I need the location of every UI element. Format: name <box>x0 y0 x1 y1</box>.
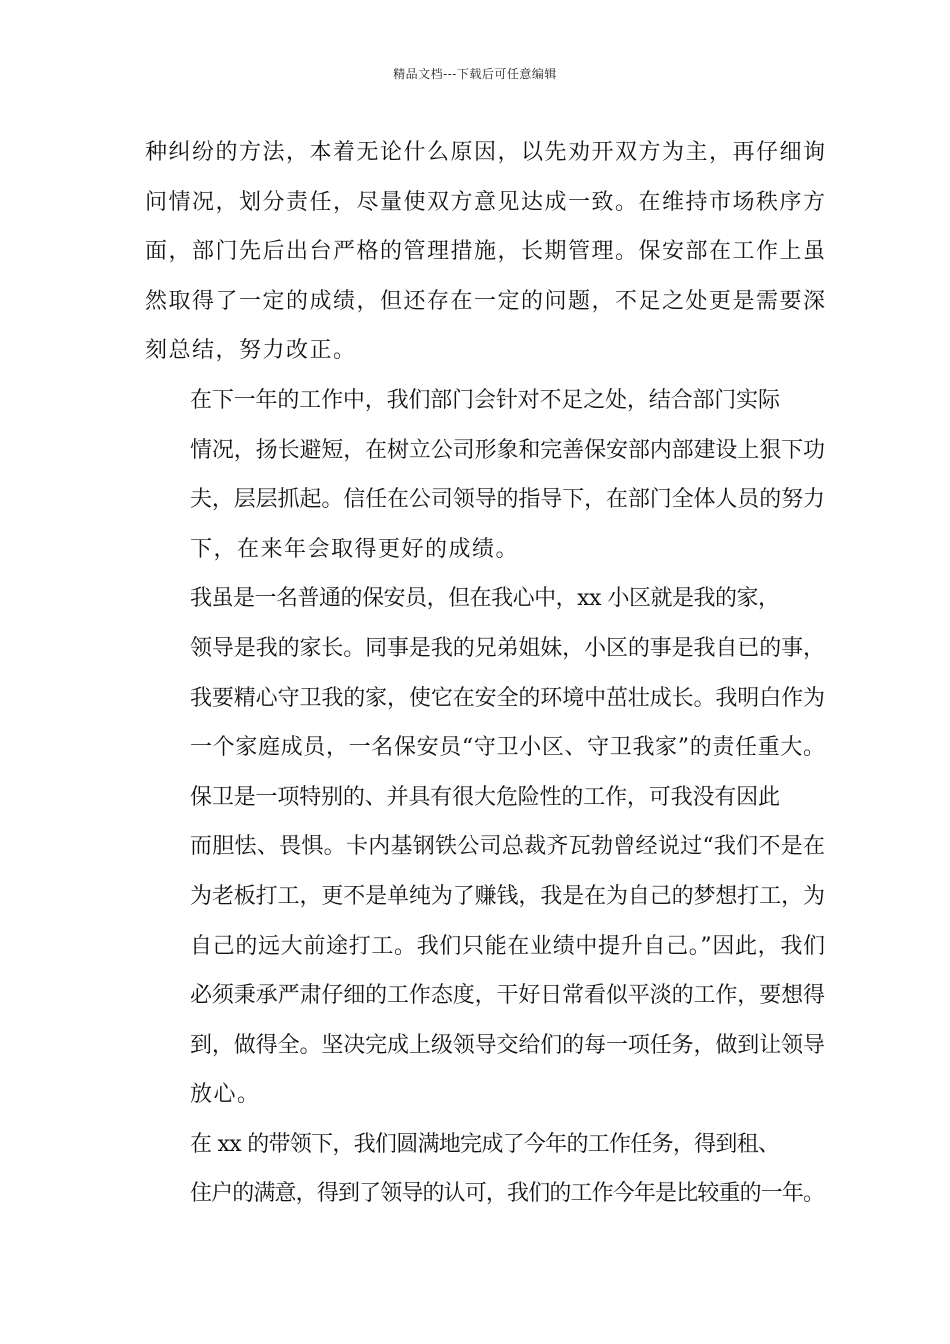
text-line: 一个家庭成员，一名保安员“守卫小区、守卫我家”的责任重大。 <box>190 735 826 761</box>
text-line: 夫，层层抓起。信任在公司领导的指导下，在部门全体人员的努力 <box>190 487 825 513</box>
paragraph <box>145 574 825 772</box>
text-line: 在下一年的工作中，我们部门会针对不足之处，结合部门实际 <box>190 387 780 413</box>
text-line: 到，做得全。坚决完成上级领导交给们的每一项任务，做到让领导 <box>190 1032 825 1058</box>
text-line: 为老板打工，更不是单纯为了赚钱，我是在为自己的梦想打工，为 <box>190 883 825 909</box>
text-line: 在 xx 的带领下，我们圆满地完成了今年的工作任务，得到租、 <box>190 1131 780 1157</box>
text-line: 住户的满意，得到了领导的认可，我们的工作今年是比较重的一年。 <box>190 1181 825 1207</box>
text-line: 刻总结，努力改正。 <box>145 338 357 364</box>
text-line: 面，部门先后出台严格的管理措施，长期管理。保安部在工作上虽 <box>145 239 827 265</box>
text-line: 下，在来年会取得更好的成绩。 <box>190 536 520 562</box>
text-line: 而胆怯、畏惧。卡内基钢铁公司总裁齐瓦勃曾经说过“我们不是在 <box>190 834 826 860</box>
text-line: 保卫是一项特别的、并具有很大危险性的工作，可我没有因此 <box>190 784 780 810</box>
page-header: 精品文档---下载后可任意编辑 <box>393 67 557 81</box>
text-line: 放心。 <box>190 1082 261 1108</box>
paragraph <box>145 1120 825 1219</box>
text-line: 然取得了一定的成绩，但还存在一定的问题，不足之处更是需要深 <box>145 288 827 314</box>
text-line: 自己的远大前途打工。我们只能在业绩中提升自己。”因此，我们 <box>190 933 826 959</box>
text-line: 情况，扬长避短，在树立公司形象和完善保安部内部建设上狠下功 <box>190 437 825 463</box>
text-line: 领导是我的家长。同事是我的兄弟姐妹，小区的事是我自已的事， <box>190 635 825 661</box>
text-line: 我虽是一名普通的保安员，但在我心中，xx 小区就是我的家， <box>190 586 780 612</box>
text-line: 我要精心守卫我的家，使它在安全的环境中茁壮成长。我明白作为 <box>190 685 825 711</box>
paragraph <box>145 128 825 376</box>
paragraph <box>145 773 825 1120</box>
text-line: 必须秉承严肃仔细的工作态度，干好日常看似平淡的工作，要想得 <box>190 983 825 1009</box>
document-body <box>145 128 825 1219</box>
paragraph <box>145 376 825 574</box>
text-line: 种纠纷的方法，本着无论什么原因，以先劝开双方为主，再仔细询 <box>145 140 827 165</box>
text-line: 问情况，划分责任，尽量使双方意见达成一致。在维持市场秩序方 <box>145 189 827 215</box>
